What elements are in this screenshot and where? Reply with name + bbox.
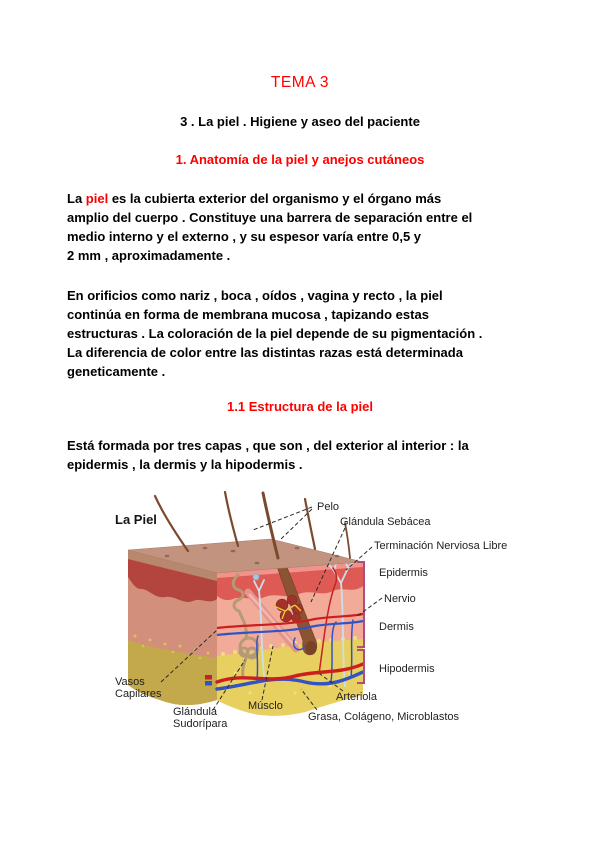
skin-diagram-svg [105,488,545,748]
paragraph-2-line-2: continúa en forma de membrana mucosa , tapizando estas [67,307,429,322]
label-glandula: Glándula [173,706,218,718]
paragraph-1-line-2: amplio del cuerpo . Constituye una barrera de separación entre el [67,210,473,225]
touch-corpuscle [253,574,259,580]
label-grasa-colageno: Grasa, Colágeno, Microblastos [308,711,460,723]
label-arteriola: Arteriola [336,691,377,703]
paragraph-2-line-1: En orificios como nariz , boca , oídos , vagina y recto , la piel [67,288,443,303]
label-dermis: Dermis [379,621,414,633]
paragraph-2-line-5: geneticamente . [67,364,166,379]
label-nervio: Nervio [384,593,416,605]
paragraph-1-line-1 [67,189,542,208]
paragraph-3 [67,436,542,474]
label-glandula-sebacea: Glándula Sebácea [340,516,431,528]
label-pelo: Pelo [317,501,340,513]
label-terminacion-nerviosa: Terminación Nerviosa Libre [374,540,508,552]
label-sudoripara: Sudorípara [173,718,228,730]
paragraph-3-line-2: epidermis , la dermis y la hipodermis . [67,457,303,472]
p1-l1-before: La [67,191,86,206]
paragraph-2-line-3: estructuras . La coloración de la piel depende de su pigmentación . [67,326,483,341]
skin-anatomy-diagram [105,488,545,748]
cut-artery-end [205,675,212,680]
section-heading-1: 1. Anatomía de la piel y anejos cutáneos [175,152,425,167]
label-vasos: Vasos [115,676,145,688]
doc-subtitle: 3 . La piel . Higiene y aseo del paciente [180,114,420,129]
p1-l1-red-word: piel [85,191,109,206]
cut-vein-end [205,681,212,686]
paragraph-1-line-4: 2 mm , aproximadamente . [67,248,231,263]
label-musculo: Músclo [248,700,283,712]
diagram-title: La Piel [115,512,157,527]
label-hipodermis: Hipodermis [379,663,435,675]
section-heading-1-1: 1.1 Estructura de la piel [227,399,373,414]
label-epidermis: Epidermis [379,567,428,579]
paragraph-3-line-1: Está formada por tres capas , que son , del exterior al interior : la [67,438,469,453]
label-capilares: Capilares [115,688,162,700]
paragraph-1-line-3: medio interno y el externo , y su espesor varía entre 0,5 y [67,229,422,244]
paragraph-1 [67,189,542,265]
p1-l1-after: es la cubierta exterior del organismo y el órgano más [108,191,442,206]
paragraph-2-line-4: La diferencia de color entre las distintas razas está determinada [67,345,463,360]
paragraph-2 [67,286,542,381]
doc-title: TEMA 3 [270,74,330,91]
